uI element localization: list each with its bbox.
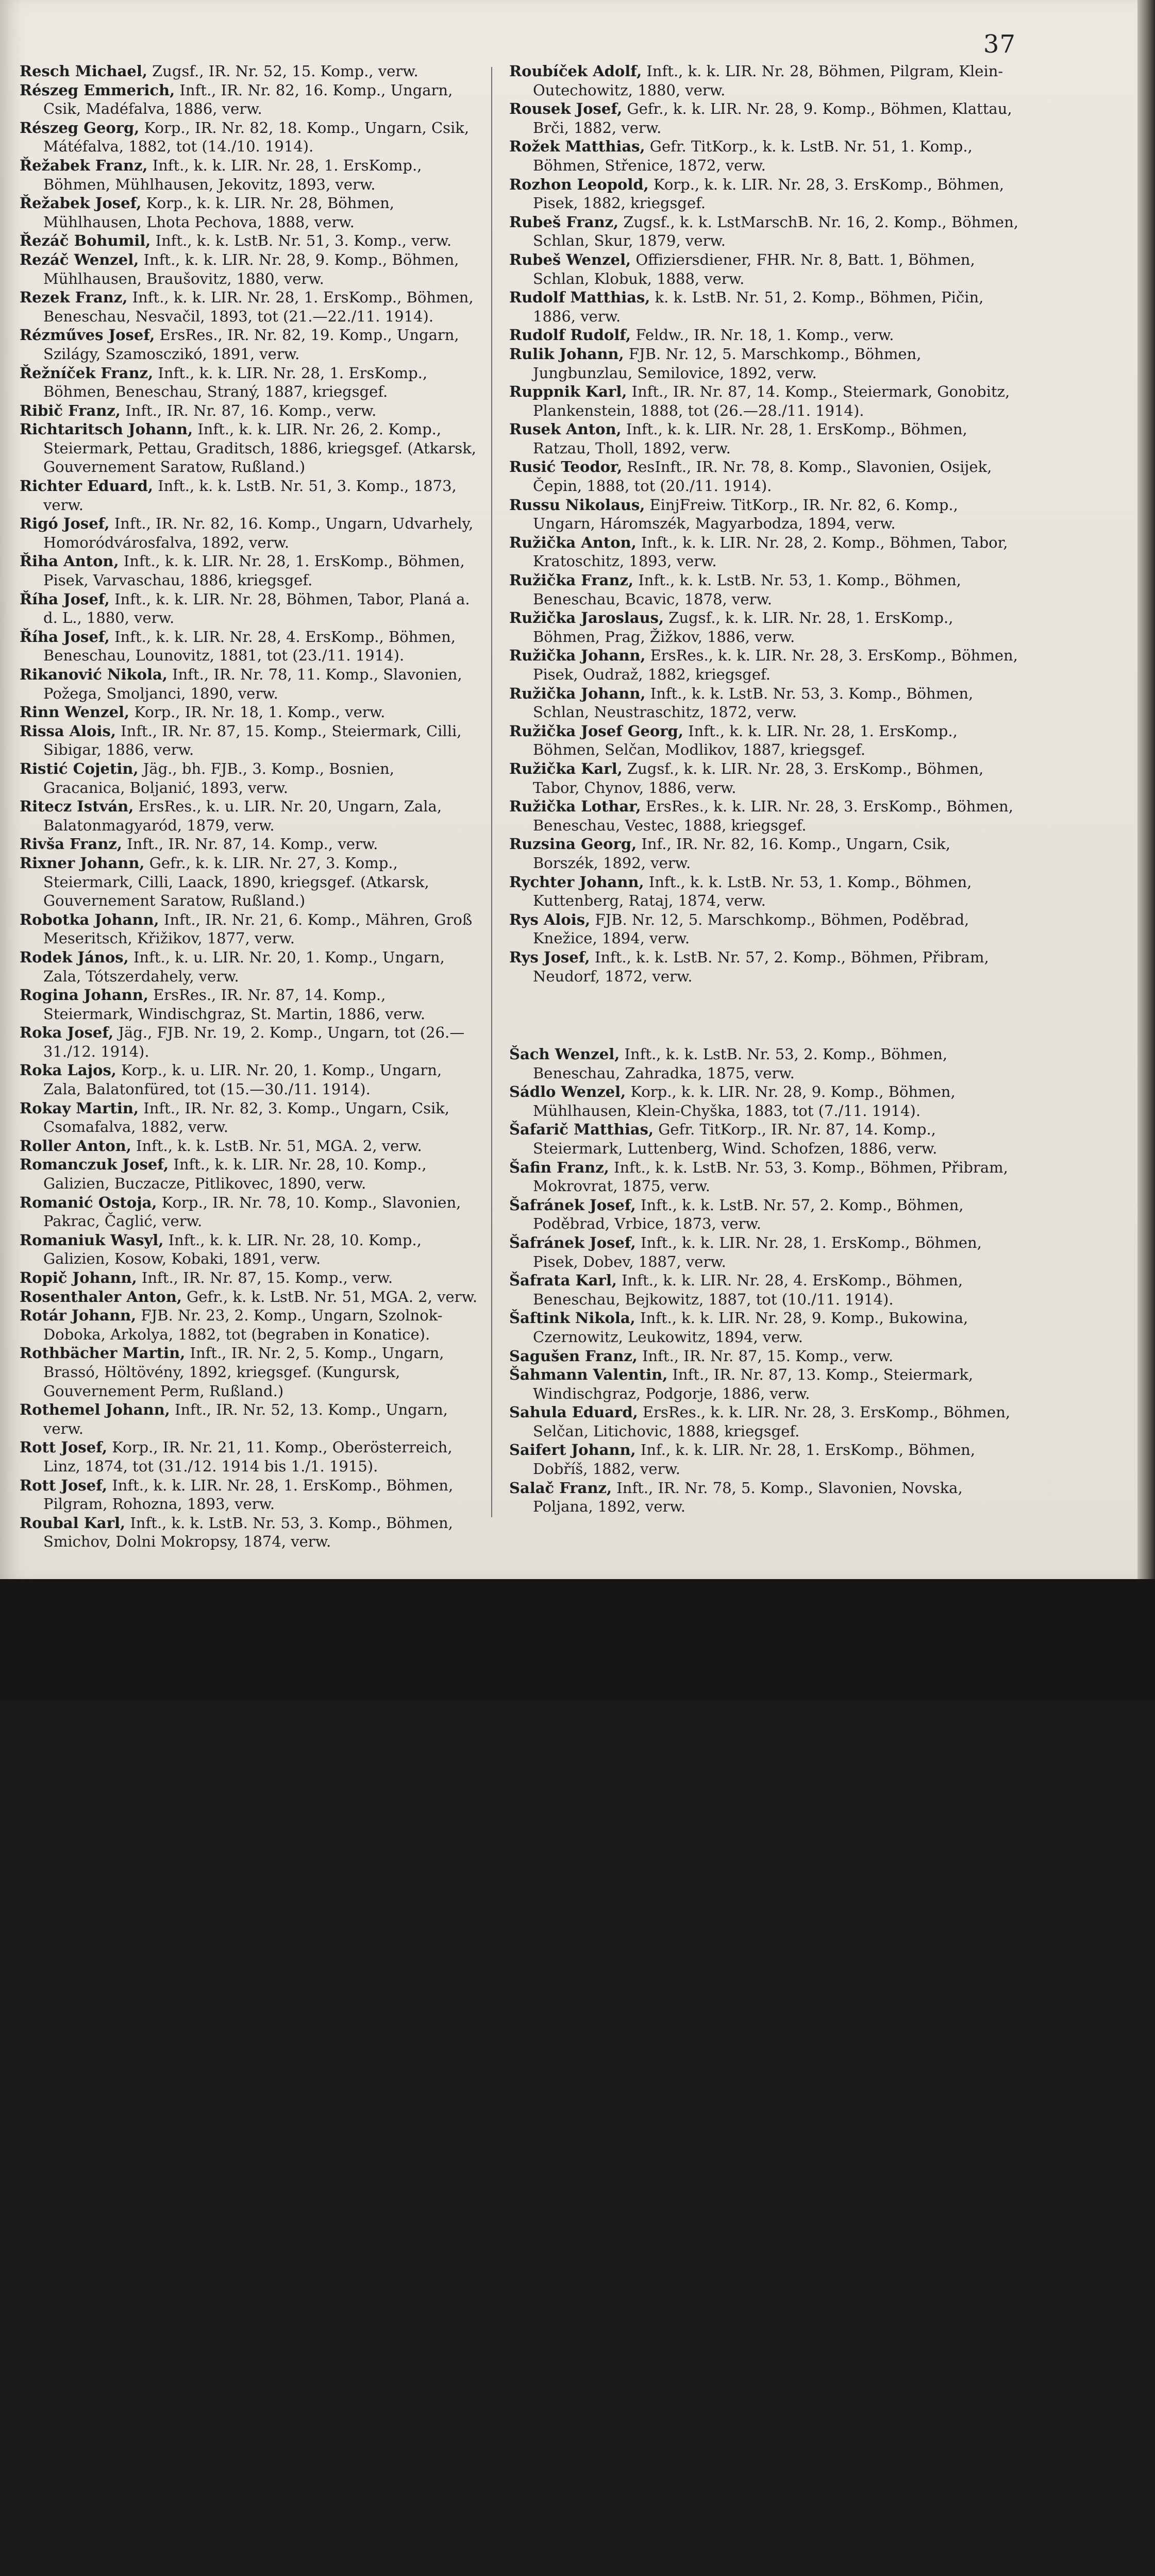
register-entry xyxy=(20,797,478,835)
entry-details: Inft., k. k. LstB. Nr. 53, 3. Komp., Böhmen, Smichov, Dolni Mokropsy, 1874, verw. xyxy=(43,1514,453,1551)
entry-details: Inft., IR. Nr. 82, 3. Komp., Ungarn, Csik, Csomafalva, 1882, verw. xyxy=(43,1099,450,1136)
entry-name: Rokay Martin, xyxy=(20,1099,139,1117)
entry-details: Inft., k. k. LstB. Nr. 53, 3. Komp., Böhmen, Přibram, Mokrovrat, 1875, verw. xyxy=(533,1158,1008,1195)
entry-details: Korp., k. k. LIR. Nr. 28, Böhmen, Mühlhausen, Lhota Pechova, 1888, verw. xyxy=(43,194,394,231)
register-entry xyxy=(509,288,1019,326)
entry-details: FJB. Nr. 23, 2. Komp., Ungarn, Szolnok-Doboka, Arkolya, 1882, tot (begraben in Konatice). xyxy=(43,1307,443,1343)
right-column xyxy=(509,62,1019,986)
register-entry xyxy=(509,684,1019,722)
register-entry xyxy=(509,1440,1019,1478)
entry-name: Šafarič Matthias, xyxy=(509,1121,654,1139)
register-entry xyxy=(20,854,478,910)
entry-details: Inft., k. k. LIR. Nr. 28, 2. Komp., Böhmen, Tabor, Kratoschitz, 1893, verw. xyxy=(533,533,1008,570)
register-entry xyxy=(509,457,1019,495)
entry-details: Inft., k. k. LIR. Nr. 28, 4. ErsKomp., Böhmen, Beneschau, Lounovitz, 1881, tot (23./11. 1914). xyxy=(43,628,456,665)
entry-name: Šaftink Nikola, xyxy=(509,1309,635,1327)
entry-details: Inft., IR. Nr. 82, 16. Komp., Ungarn, Csik, Madéfalva, 1886, verw. xyxy=(43,81,453,118)
entry-details: ErsRes., k. k. LIR. Nr. 28, 3. ErsKomp., Böhmen, Beneschau, Vestec, 1888, kriegsgef. xyxy=(533,798,1013,834)
register-entry xyxy=(20,250,478,288)
entry-name: Rixner Johann, xyxy=(20,854,145,872)
entry-details: ErsRes., k. k. LIR. Nr. 28, 3. ErsKomp., Böhmen, Selčan, Litichovic, 1888, kriegsgef. xyxy=(533,1403,1011,1440)
entry-name: Řezáč Bohumil, xyxy=(20,232,151,250)
entry-name: Rissa Alois, xyxy=(20,722,116,740)
entry-name: Říha Josef, xyxy=(20,590,110,608)
entry-name: Rott Josef, xyxy=(20,1438,108,1456)
entry-name: Ružička Anton, xyxy=(509,533,637,551)
entry-name: Rubeš Franz, xyxy=(509,213,619,231)
register-entry xyxy=(20,1287,478,1307)
entry-details: Korp., IR. Nr. 82, 18. Komp., Ungarn, Csik, Mátéfalva, 1882, tot (14./10. 1914). xyxy=(43,118,470,156)
entry-name: Richter Eduard, xyxy=(20,477,153,495)
register-entry xyxy=(20,1137,478,1156)
register-entry xyxy=(20,1400,478,1438)
register-entry xyxy=(509,1403,1019,1440)
entry-name: Ritecz István, xyxy=(20,798,134,816)
entry-details: Gefr. TitKorp., k. k. LstB. Nr. 51, 1. Komp., Böhmen, Střenice, 1872, verw. xyxy=(533,138,973,174)
entry-details: Inft., k. k. LstB. Nr. 53, 1. Komp., Böhmen, Kuttenberg, Rataj, 1874, verw. xyxy=(533,873,972,910)
entry-details: Gefr., k. k. LIR. Nr. 28, 9. Komp., Böhmen, Klattau, Brči, 1882, verw. xyxy=(533,100,1012,137)
register-entry xyxy=(20,1344,478,1400)
register-entry xyxy=(509,835,1019,872)
entry-details: Inft., k. k. LIR. Nr. 28, 10. Komp., Galizien, Buczacze, Pitlikovec, 1890, verw. xyxy=(43,1156,427,1193)
register-entry xyxy=(20,1193,478,1231)
register-entry xyxy=(509,948,1019,986)
entry-name: Rezáč Wenzel, xyxy=(20,250,139,268)
entry-details: Inft., k. u. LIR. Nr. 20, 1. Komp., Ungarn, Zala, Tótszerdahely, verw. xyxy=(43,948,445,985)
register-entry xyxy=(20,665,478,703)
entry-name: Rothbächer Martin, xyxy=(20,1344,186,1362)
register-entry xyxy=(509,873,1019,910)
entry-details: ErsRes., k. u. LIR. Nr. 20, Ungarn, Zala, Balatonmagyaród, 1879, verw. xyxy=(43,798,442,834)
entry-name: Rys Alois, xyxy=(509,910,591,928)
register-entry xyxy=(509,722,1019,759)
register-entry xyxy=(509,1045,1019,1082)
entry-details: Inft., IR. Nr. 87, 15. Komp., Steiermark, Cilli, Sibigar, 1886, verw. xyxy=(43,722,462,759)
entry-name: Rivša Franz, xyxy=(20,835,122,853)
entry-name: Rys Josef, xyxy=(509,948,590,966)
register-entry xyxy=(20,194,478,231)
register-entry xyxy=(509,345,1019,382)
register-entry xyxy=(20,1061,478,1098)
register-entry xyxy=(509,213,1019,250)
register-entry xyxy=(20,552,478,589)
entry-name: Říha Josef, xyxy=(20,628,110,646)
register-entry xyxy=(20,1268,478,1287)
entry-details: ErsRes., IR. Nr. 82, 19. Komp., Ungarn, Szilágy, Szamosczikó, 1891, verw. xyxy=(43,326,459,363)
register-entry xyxy=(20,722,478,759)
entry-name: Sahula Eduard, xyxy=(509,1403,638,1421)
entry-name: Ružička Johann, xyxy=(509,647,646,665)
entry-details: Inft., k. k. LstB. Nr. 51, MGA. 2, verw. xyxy=(131,1137,422,1155)
entry-name: Rusić Teodor, xyxy=(509,458,623,476)
entry-details: ErsRes., IR. Nr. 87, 14. Komp., Steiermark, Windischgraz, St. Martin, 1886, verw. xyxy=(43,986,426,1023)
entry-name: Roka Lajos, xyxy=(20,1061,116,1079)
entry-name: Ružička Josef Georg, xyxy=(509,722,683,740)
entry-details: Zugsf., k. k. LstMarschB. Nr. 16, 2. Komp., Böhmen, Schlan, Skur, 1879, verw. xyxy=(533,213,1018,250)
entry-details: Inft., k. k. LIR. Nr. 28, 10. Komp., Galizien, Kosow, Kobaki, 1891, verw. xyxy=(43,1231,422,1268)
entry-name: Rodek János, xyxy=(20,948,129,966)
register-entry xyxy=(20,1476,478,1514)
register-entry xyxy=(20,420,478,477)
register-entry xyxy=(20,590,478,628)
entry-details: Inft., k. k. LstB. Nr. 53, 3. Komp., Böhmen, Schlan, Neustraschitz, 1872, verw. xyxy=(533,684,974,721)
entry-name: Rožek Matthias, xyxy=(509,138,645,156)
book-page-edge xyxy=(1137,0,1155,1579)
entry-details: Inft., k. k. LIR. Nr. 28, 1. ErsKomp., Böhmen, Selčan, Modlikov, 1887, kriegsgef. xyxy=(533,722,958,759)
register-entry xyxy=(20,948,478,986)
entry-details: FJB. Nr. 12, 5. Marschkomp., Böhmen, Poděbrad, Knežice, 1894, verw. xyxy=(533,910,969,947)
viewer-footer xyxy=(0,1579,1155,1701)
entry-name: Rusek Anton, xyxy=(509,420,622,438)
entry-details: Inft., IR. Nr. 2, 5. Komp., Ungarn, Brassó, Höltövény, 1892, kriegsgef. (Kungursk, Gouvernement Perm, Rußland.) xyxy=(43,1344,444,1400)
entry-details: Korp., IR. Nr. 18, 1. Komp., verw. xyxy=(129,703,386,721)
register-entry xyxy=(20,401,478,420)
register-entry xyxy=(20,1155,478,1193)
register-entry xyxy=(20,62,478,81)
right-column-s-section xyxy=(509,1045,1019,1516)
entry-details: Inft., IR. Nr. 82, 16. Komp., Ungarn, Udvarhely, Homoródvárosfalva, 1892, verw. xyxy=(43,515,474,551)
entry-name: Romaniuk Wasyl, xyxy=(20,1231,164,1249)
entry-details: Inft., IR. Nr. 87, 15. Komp., verw. xyxy=(137,1269,393,1286)
entry-name: Řiha Anton, xyxy=(20,552,119,570)
entry-details: Zugsf., k. k. LIR. Nr. 28, 3. ErsKomp., Böhmen, Tabor, Chynov, 1886, verw. xyxy=(533,759,984,796)
entry-name: Roubíček Adolf, xyxy=(509,62,642,80)
register-entry xyxy=(20,477,478,514)
entry-details: Inft., IR. Nr. 52, 13. Komp., Ungarn, verw. xyxy=(43,1401,448,1437)
entry-details: Inft., k. k. LIR. Nr. 26, 2. Komp., Steiermark, Pettau, Graditsch, 1886, kriegsgef. (Atkarsk, Gouvernement Saratow, Rußland.) xyxy=(43,420,476,476)
entry-details: Inft., IR. Nr. 87, 14. Komp., Steiermark, Gonobitz, Plankenstein, 1888, tot (26.—28./11. 1914). xyxy=(533,383,1010,419)
register-entry xyxy=(20,703,478,722)
entry-name: Rézműves Josef, xyxy=(20,326,155,344)
register-entry xyxy=(20,288,478,326)
entry-name: Romanić Ostoja, xyxy=(20,1193,157,1211)
entry-name: Rosenthaler Anton, xyxy=(20,1287,182,1306)
register-entry xyxy=(20,910,478,948)
left-column xyxy=(20,62,478,1551)
entry-details: Inft., k. k. LIR. Nr. 28, 4. ErsKomp., Böhmen, Beneschau, Bejkowitz, 1887, tot (10./11. 1914). xyxy=(533,1272,963,1308)
entry-details: Inft., IR. Nr. 87, 16. Komp., verw. xyxy=(120,401,377,419)
entry-name: Ribič Franz, xyxy=(20,401,121,419)
register-entry xyxy=(20,1231,478,1268)
entry-name: Sádlo Wenzel, xyxy=(509,1083,626,1101)
entry-details: Inft., k. k. LstB. Nr. 57, 2. Komp., Böhmen, Poděbrad, Vrbice, 1873, verw. xyxy=(533,1196,964,1233)
register-entry xyxy=(509,326,1019,345)
register-entry xyxy=(509,1082,1019,1120)
entry-details: FJB. Nr. 12, 5. Marschkomp., Böhmen, Jungbunzlau, Semilovice, 1892, verw. xyxy=(533,345,922,382)
entry-details: Inft., k. k. LIR. Nr. 28, 1. ErsKomp., Böhmen, Beneschau, Straný, 1887, kriegsgef. xyxy=(43,364,428,401)
register-entry xyxy=(20,1099,478,1137)
entry-name: Řežabek Josef, xyxy=(20,194,142,212)
entry-name: Sagušen Franz, xyxy=(509,1347,638,1365)
entry-details: Inft., IR. Nr. 87, 15. Komp., verw. xyxy=(637,1347,894,1365)
entry-details: Inft., k. k. LIR. Nr. 28, Böhmen, Pilgram, Klein-Outechowitz, 1880, verw. xyxy=(533,62,1003,99)
register-entry xyxy=(509,99,1019,137)
register-entry xyxy=(20,514,478,552)
entry-name: Resch Michael, xyxy=(20,62,147,80)
register-entry xyxy=(509,62,1019,99)
register-entry xyxy=(509,382,1019,420)
entry-name: Rogina Johann, xyxy=(20,986,148,1004)
entry-details: Inft., IR. Nr. 21, 6. Komp., Mähren, Groß Meseritsch, Křižikov, 1877, verw. xyxy=(43,910,473,947)
entry-name: Rychter Johann, xyxy=(509,873,644,891)
entry-name: Ružička Franz, xyxy=(509,571,634,589)
entry-name: Ružička Jaroslaus, xyxy=(509,609,664,627)
entry-details: Inft., k. k. LIR. Nr. 28, 1. ErsKomp., Böhmen, Pisek, Dobev, 1887, verw. xyxy=(533,1233,982,1270)
entry-name: Rulik Johann, xyxy=(509,345,624,363)
register-entry xyxy=(20,628,478,665)
register-entry xyxy=(509,420,1019,457)
entry-details: Inft., k. k. LIR. Nr. 28, 9. Komp., Böhmen, Mühlhausen, Braušovitz, 1880, verw. xyxy=(43,250,459,287)
entry-name: Saifert Johann, xyxy=(509,1441,636,1459)
entry-details: Gefr., k. k. LstB. Nr. 51, MGA. 2, verw. xyxy=(181,1287,478,1306)
entry-name: Rubeš Wenzel, xyxy=(509,250,631,268)
entry-details: Inft., IR. Nr. 87, 13. Komp., Steiermark, Windischgraz, Podgorje, 1886, verw. xyxy=(533,1366,974,1402)
register-entry xyxy=(509,137,1019,175)
entry-details: Inft., IR. Nr. 78, 11. Komp., Slavonien, Požega, Smoljanci, 1890, verw. xyxy=(43,666,462,702)
entry-details: Zugsf., IR. Nr. 52, 15. Komp., verw. xyxy=(147,62,419,80)
entry-name: Rott Josef, xyxy=(20,1476,108,1494)
register-entry xyxy=(20,1514,478,1551)
register-entry xyxy=(20,1023,478,1061)
entry-details: Korp., IR. Nr. 78, 10. Komp., Slavonien, Pakrac, Čaglić, verw. xyxy=(43,1193,461,1230)
entry-details: Korp., IR. Nr. 21, 11. Komp., Oberösterreich, Linz, 1874, tot (31./12. 1914 bis 1./1. 1915). xyxy=(43,1438,453,1475)
entry-name: Řežníček Franz, xyxy=(20,364,154,382)
entry-name: Ruppnik Karl, xyxy=(509,383,627,401)
entry-name: Rezek Franz, xyxy=(20,289,128,307)
entry-name: Šafin Franz, xyxy=(509,1158,609,1176)
register-entry xyxy=(509,1347,1019,1366)
register-entry xyxy=(509,175,1019,213)
entry-details: Zugsf., k. k. LIR. Nr. 28, 1. ErsKomp., Böhmen, Prag, Žižkov, 1886, verw. xyxy=(533,609,953,646)
entry-details: Feldw., IR. Nr. 18, 1. Komp., verw. xyxy=(631,326,894,344)
register-entry xyxy=(20,364,478,401)
entry-name: Rinn Wenzel, xyxy=(20,703,130,721)
entry-name: Rudolf Matthias, xyxy=(509,289,650,307)
register-entry xyxy=(509,1233,1019,1271)
entry-details: Inft., IR. Nr. 87, 14. Komp., verw. xyxy=(122,835,378,853)
entry-name: Řežabek Franz, xyxy=(20,156,148,174)
entry-name: Šafránek Josef, xyxy=(509,1233,636,1251)
entry-details: Inf., k. k. LIR. Nr. 28, 1. ErsKomp., Böhmen, Dobříš, 1882, verw. xyxy=(533,1441,976,1478)
entry-name: Rudolf Rudolf, xyxy=(509,326,631,344)
entry-details: Inft., k. k. LstB. Nr. 57, 2. Komp., Böhmen, Přibram, Neudorf, 1872, verw. xyxy=(533,948,989,985)
entry-name: Ružička Lothar, xyxy=(509,798,641,816)
entry-details: Inft., k. k. LstB. Nr. 51, 3. Komp., 1873, verw. xyxy=(43,477,457,514)
entry-name: Rotár Johann, xyxy=(20,1307,137,1325)
register-entry xyxy=(509,250,1019,288)
entry-name: Šach Wenzel, xyxy=(509,1045,620,1063)
register-entry xyxy=(20,156,478,194)
entry-details: k. k. LstB. Nr. 51, 2. Komp., Böhmen, Pičin, 1886, verw. xyxy=(533,289,984,325)
entry-name: Šafrata Karl, xyxy=(509,1272,617,1290)
entry-name: Salač Franz, xyxy=(509,1479,612,1497)
register-entry xyxy=(509,571,1019,608)
entry-name: Rikanović Nikola, xyxy=(20,666,168,683)
entry-name: Šafránek Josef, xyxy=(509,1196,636,1214)
register-entry xyxy=(509,1365,1019,1403)
entry-name: Šahmann Valentin, xyxy=(509,1366,668,1384)
register-entry xyxy=(509,759,1019,797)
entry-details: ErsRes., k. k. LIR. Nr. 28, 3. ErsKomp., Böhmen, Pisek, Oudraž, 1882, kriegsgef. xyxy=(533,647,1018,683)
entry-name: Roubal Karl, xyxy=(20,1514,126,1532)
entry-details: Inft., k. k. LstB. Nr. 53, 1. Komp., Böhmen, Beneschau, Bcavic, 1878, verw. xyxy=(533,571,961,608)
entry-details: Gefr., k. k. LIR. Nr. 27, 3. Komp., Steiermark, Cilli, Laack, 1890, kriegsgef. (Atkarsk, Gouvernement Saratow, Rußland.) xyxy=(43,854,429,910)
entry-name: Ruzsina Georg, xyxy=(509,835,637,853)
entry-details: Inft., k. k. LIR. Nr. 28, 1. ErsKomp., Böhmen, Pisek, Varvaschau, 1886, kriegsgef. xyxy=(43,552,465,589)
entry-details: Inft., IR. Nr. 78, 5. Komp., Slavonien, Novska, Poljana, 1892, verw. xyxy=(533,1479,963,1516)
register-entry xyxy=(20,326,478,363)
entry-details: Inft., k. k. LIR. Nr. 28, Böhmen, Tabor, Planá a. d. L., 1880, verw. xyxy=(43,590,470,627)
register-entry xyxy=(20,1438,478,1476)
register-entry xyxy=(509,496,1019,533)
entry-name: Rousek Josef, xyxy=(509,100,623,118)
entry-name: Ružička Johann, xyxy=(509,684,646,702)
entry-details: Jäg., FJB. Nr. 19, 2. Komp., Ungarn, tot (26.—31./12. 1914). xyxy=(43,1024,465,1060)
entry-name: Ristić Cojetin, xyxy=(20,759,139,777)
register-entry xyxy=(20,1306,478,1344)
entry-name: Részeg Georg, xyxy=(20,118,140,137)
register-entry xyxy=(20,81,478,118)
register-entry xyxy=(20,835,478,854)
entry-details: Inft., k. k. LstB. Nr. 53, 2. Komp., Böhmen, Beneschau, Zahradka, 1875, verw. xyxy=(533,1045,948,1082)
register-entry xyxy=(509,910,1019,948)
entry-details: Inft., k. k. LstB. Nr. 51, 3. Komp., verw. xyxy=(150,232,452,250)
register-entry xyxy=(509,533,1019,571)
entry-name: Ružička Karl, xyxy=(509,759,623,777)
entry-name: Russu Nikolaus, xyxy=(509,496,645,514)
entry-name: Rigó Josef, xyxy=(20,515,110,533)
entry-details: Korp., k. k. LIR. Nr. 28, 3. ErsKomp., Böhmen, Pisek, 1882, kriegsgef. xyxy=(533,175,1005,212)
entry-details: Offiziersdiener, FHR. Nr. 8, Batt. 1, Böhmen, Schlan, Klobuk, 1888, verw. xyxy=(533,250,975,287)
entry-details: EinjFreiw. TitKorp., IR. Nr. 82, 6. Komp., Ungarn, Háromszék, Magyarbodza, 1894, verw. xyxy=(533,496,958,533)
register-entry xyxy=(509,646,1019,684)
register-entry xyxy=(20,118,478,156)
column-divider xyxy=(491,67,492,1517)
entry-name: Romanczuk Josef, xyxy=(20,1156,169,1174)
register-entry xyxy=(509,1309,1019,1346)
register-entry xyxy=(509,1479,1019,1516)
register-entry xyxy=(509,1158,1019,1196)
entry-details: Korp., k. k. LIR. Nr. 28, 9. Komp., Böhmen, Mühlhausen, Klein-Chyška, 1883, tot (7./11. 1914). xyxy=(533,1083,956,1120)
register-entry xyxy=(509,1196,1019,1233)
entry-name: Roka Josef, xyxy=(20,1024,114,1042)
entry-details: Korp., k. u. LIR. Nr. 20, 1. Komp., Ungarn, Zala, Balatonfüred, tot (15.—30./11. 1914). xyxy=(43,1061,442,1098)
register-entry xyxy=(509,1120,1019,1158)
entry-details: Inf., IR. Nr. 82, 16. Komp., Ungarn, Csik, Borszék, 1892, verw. xyxy=(533,835,950,872)
page-number: 37 xyxy=(983,30,1016,59)
entry-name: Rothemel Johann, xyxy=(20,1401,170,1419)
entry-details: Gefr. TitKorp., IR. Nr. 87, 14. Komp., Steiermark, Luttenberg, Wind. Schofzen, 1886, verw. xyxy=(533,1121,938,1157)
entry-name: Robotka Johann, xyxy=(20,910,159,928)
entry-name: Részeg Emmerich, xyxy=(20,81,175,99)
entry-name: Ropič Johann, xyxy=(20,1269,137,1286)
register-entry xyxy=(509,608,1019,646)
entry-details: Inft., k. k. LIR. Nr. 28, 1. ErsKomp., Böhmen, Beneschau, Nesvačil, 1893, tot (21.—22./11. 1914). xyxy=(43,289,474,325)
register-entry xyxy=(509,1271,1019,1309)
entry-name: Roller Anton, xyxy=(20,1137,131,1155)
entry-details: Inft., k. k. LIR. Nr. 28, 1. ErsKomp., Böhmen, Pilgram, Rohozna, 1893, verw. xyxy=(43,1476,454,1513)
entry-details: Jäg., bh. FJB., 3. Komp., Bosnien, Gracanica, Boljanić, 1893, verw. xyxy=(43,759,394,796)
register-entry xyxy=(20,759,478,797)
entry-details: Inft., k. k. LIR. Nr. 28, 9. Komp., Bukowina, Czernowitz, Leukowitz, 1894, verw. xyxy=(533,1309,968,1346)
entry-details: Inft., k. k. LIR. Nr. 28, 1. ErsKomp., Böhmen, Ratzau, Tholl, 1892, verw. xyxy=(533,420,967,457)
entry-details: ResInft., IR. Nr. 78, 8. Komp., Slavonien, Osijek, Čepin, 1888, tot (20./11. 1914). xyxy=(533,458,992,495)
entry-details: Inft., k. k. LIR. Nr. 28, 1. ErsKomp., Böhmen, Mühlhausen, Jekovitz, 1893, verw. xyxy=(43,156,422,193)
entry-name: Richtaritsch Johann, xyxy=(20,420,193,438)
register-entry xyxy=(20,231,478,250)
register-entry xyxy=(20,986,478,1023)
entry-name: Rozhon Leopold, xyxy=(509,175,649,193)
register-entry xyxy=(509,797,1019,835)
